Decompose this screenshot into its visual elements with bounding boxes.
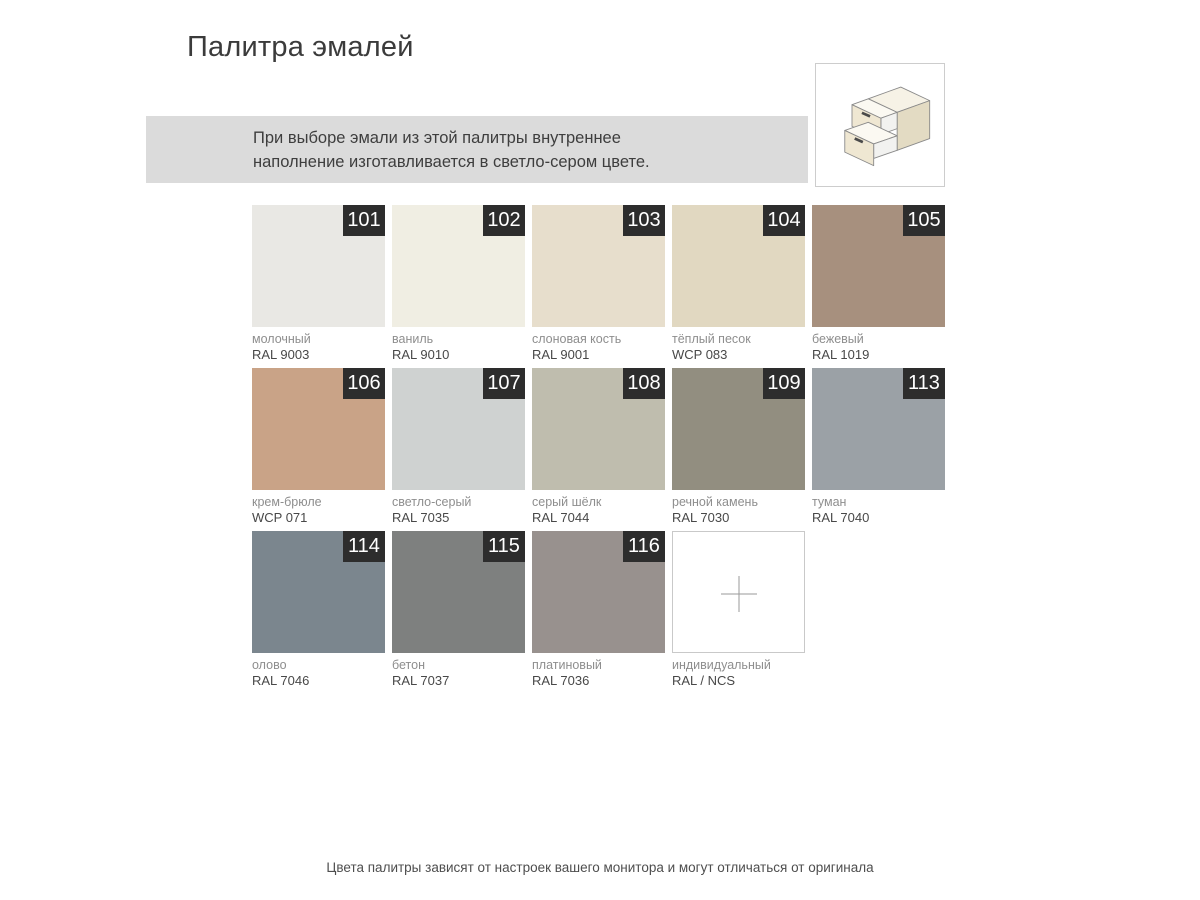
swatch-name: туман [812, 495, 847, 509]
swatch-cell [252, 205, 385, 362]
swatch-number-badge: 104 [763, 205, 805, 236]
swatch-code: RAL 7037 [392, 673, 450, 688]
swatch-number-badge: 109 [763, 368, 805, 399]
swatch-cell [672, 205, 805, 362]
swatch-cell [252, 368, 385, 525]
color-swatch[interactable] [812, 368, 945, 490]
swatch-code: WCP 083 [672, 347, 728, 362]
swatch-code: RAL 7044 [532, 510, 590, 525]
swatch-number-badge: 116 [623, 531, 665, 562]
swatch-code: RAL / NCS [672, 673, 736, 688]
swatch-cell [532, 531, 665, 688]
swatch-name: бежевый [812, 332, 864, 346]
swatch-name: молочный [252, 332, 311, 346]
swatch-code: RAL 7030 [672, 510, 730, 525]
color-swatch[interactable] [532, 531, 665, 653]
swatch-number-badge: 101 [343, 205, 385, 236]
swatch-code: WCP 071 [252, 510, 308, 525]
color-swatch[interactable] [812, 205, 945, 327]
swatch-code: RAL 7035 [392, 510, 450, 525]
swatch-number-badge: 113 [903, 368, 945, 399]
swatch-name: серый шёлк [532, 495, 602, 509]
swatch-name: речной камень [672, 495, 758, 509]
swatch-cell [392, 368, 525, 525]
swatch-number-badge: 102 [483, 205, 525, 236]
swatch-code: RAL 7036 [532, 673, 590, 688]
swatch-number-badge: 115 [483, 531, 525, 562]
page-title: Палитра эмалей [187, 31, 414, 63]
color-swatch[interactable] [532, 205, 665, 327]
color-swatch[interactable] [672, 531, 805, 653]
swatch-code: RAL 9003 [252, 347, 310, 362]
swatch-number-badge: 103 [623, 205, 665, 236]
swatch-cell [812, 368, 945, 525]
color-swatch[interactable] [392, 205, 525, 327]
swatch-name: индивидуальный [672, 658, 771, 672]
swatch-cell [392, 531, 525, 688]
swatch-cell [252, 531, 385, 688]
swatch-cell [532, 368, 665, 525]
swatch-number-badge: 107 [483, 368, 525, 399]
swatch-number-badge: 105 [903, 205, 945, 236]
note-bar [146, 116, 808, 183]
color-swatch[interactable] [392, 368, 525, 490]
swatch-name: слоновая кость [532, 332, 622, 346]
swatch-code: RAL 7040 [812, 510, 870, 525]
swatch-cell [812, 205, 945, 362]
swatch-number-badge: 108 [623, 368, 665, 399]
footer-note: Цвета палитры зависят от настроек вашего монитора и могут отличаться от оригинала [326, 860, 874, 875]
palette-grid [252, 205, 945, 688]
swatch-name: светло-серый [392, 495, 472, 509]
swatch-cell [392, 205, 525, 362]
color-swatch[interactable] [252, 368, 385, 490]
swatch-number-badge: 114 [343, 531, 385, 562]
color-swatch[interactable] [672, 205, 805, 327]
color-swatch[interactable] [252, 531, 385, 653]
swatch-code: RAL 9010 [392, 347, 450, 362]
swatch-cell [532, 205, 665, 362]
color-swatch[interactable] [672, 368, 805, 490]
plus-icon [673, 532, 806, 654]
note-line-2: наполнение изготавливается в светло-сером цвете. [253, 152, 650, 171]
swatch-number-badge: 106 [343, 368, 385, 399]
drawer-cabinet-icon [821, 69, 939, 181]
swatch-code: RAL 1019 [812, 347, 870, 362]
color-swatch[interactable] [252, 205, 385, 327]
swatch-name: крем-брюле [252, 495, 322, 509]
color-swatch[interactable] [532, 368, 665, 490]
swatch-cell [672, 368, 805, 525]
swatch-name: олово [252, 658, 287, 672]
illustration-frame [815, 63, 945, 187]
swatch-name: ваниль [392, 332, 434, 346]
swatch-name: тёплый песок [672, 332, 751, 346]
swatch-name: платиновый [532, 658, 602, 672]
color-swatch[interactable] [392, 531, 525, 653]
note-line-1: При выборе эмали из этой палитры внутреннее [253, 128, 621, 147]
swatch-name: бетон [392, 658, 425, 672]
swatch-cell [672, 531, 805, 688]
swatch-code: RAL 7046 [252, 673, 310, 688]
swatch-code: RAL 9001 [532, 347, 590, 362]
note-text [253, 126, 650, 174]
